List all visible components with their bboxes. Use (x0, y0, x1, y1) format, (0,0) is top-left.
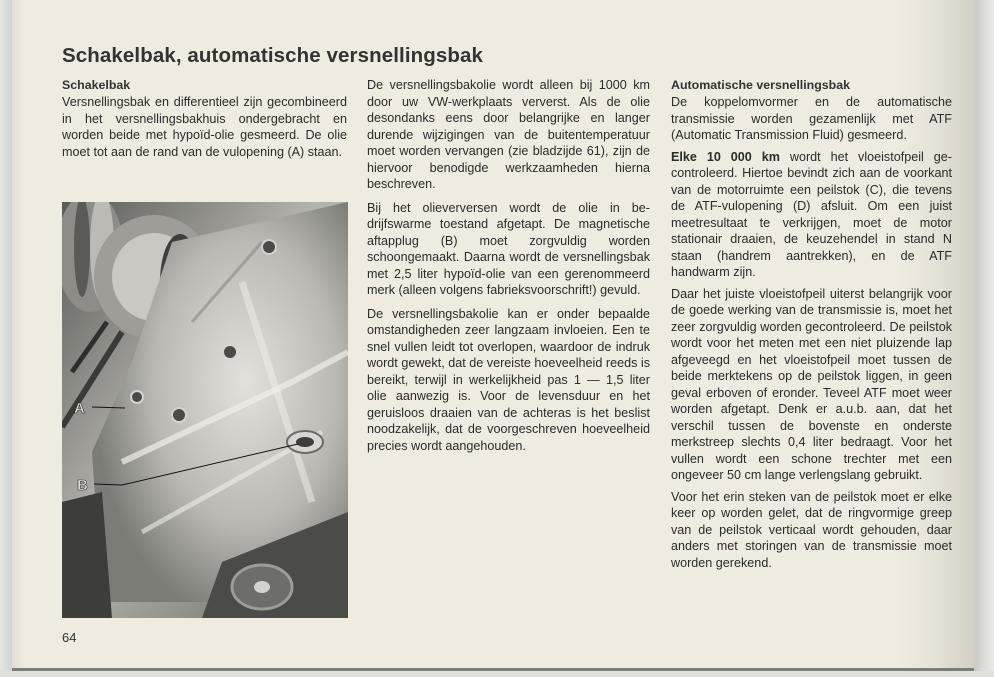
column-oil-change (367, 77, 650, 461)
column-automatic-transmission (671, 77, 952, 576)
paragraph: De versnellingsbakolie kan er onder bepaalde omstandigheden zeer langzaam invloeien. Een te snel vullen leidt tot overlopen, waardoor de indruk wordt gewekt, dat de vereiste hoeveelheid reeds is bereikt, terwijl in werkelijkheid pas 1 — 1,5 liter olie aanwezig is. Voor de levensduur en het geruisloos draaien van de achteras is het beslist noodzakelijk, dat de voorgeschreven hoeveelheid precies wordt aangehouden. (367, 306, 650, 453)
page-bottom-edge (0, 671, 994, 677)
label-a: A (74, 400, 85, 417)
label-b: B (77, 477, 88, 494)
paragraph: De koppelomvormer en de automatische transmissie worden gezamenlijk met ATF (Automatic Transmission Fluid) gesmeerd. (671, 95, 952, 142)
book-gutter (974, 0, 994, 677)
paragraph: Bij het olieverversen wordt de olie in bedrijfswarme toestand afgetapt. De magnetische aftapplug (B) moet zorgvuldig worden schoongemaakt. Daarna wordt de versnellingsbak met 2,5 liter hypoïd-olie van een gerenommeerd merk (alleen volgens fabrieksvoorschrift!) gevuld. (367, 200, 650, 297)
paragraph: Versnellingsbak en differentieel zijn gecombineerd in het versnellingsbakhuis ondergebracht en worden beide met hypoïd-olie gesmeerd. De olie moet tot aan de rand van de vulopening (A) staan. (62, 95, 347, 159)
interval-emphasis: Elke 10 000 km (671, 149, 780, 164)
page-number: 64 (62, 630, 77, 645)
gearbox-photo (62, 202, 348, 618)
gearbox-illustration (62, 202, 348, 618)
paragraph: De versnellingsbakolie wordt alleen bij 1000 km door uw VW-werkplaats ververst. Als de olie desondanks eens door belangrijke en langer durende wijzigingen van de buitentemperatuur moet worden vervangen (zie bladzijde 61), zijn de hiervoor benodigde werkzaamheden hierna beschreven. (367, 78, 650, 191)
page-left-edge (0, 0, 12, 677)
section-heading-automatic: Automatische versnellingsbak (671, 78, 851, 92)
page-title: Schakelbak, automatische versnellingsbak (62, 44, 484, 67)
paragraph: Daar het juiste vloeistofpeil uiterst belangrijk voor de goede werking van de transmissie is, moet het zeer zorgvuldig worden gecontroleerd. De peilstok wordt voor het meten met een niet pluizende lap afgeveegd en het vloeistofpeil moet tussen de beide merktekens op de peilstok liggen, in geen geval erboven of eronder. Teveel ATF moet weer worden afgetapt. Denk er a.u.b. aan, dat het verschil tussen de bovenste en onderste merkstreep slechts 0,4 liter bedraagt. Voor het vullen wordt een schone trechter met een ongeveer 50 cm lange verlengslang gebruikt. (671, 286, 952, 482)
column-schakelbak (62, 77, 347, 167)
section-heading-schakelbak: Schakelbak (62, 78, 131, 92)
paragraph: Voor het erin steken van de peilstok moet er elke keer op worden gelet, dat de ringvormige greep van de peilstok verticaal wordt gehouden, daar anders met storingen van de transmissie moet worden gerekend. (671, 489, 952, 570)
paragraph-text: wordt het vloeistofpeil gecontroleerd. Hiertoe bevindt zich aan de voorkant van de motorruimte een peilstok (C), die tevens de ATF-vulopening (D) afsluit. Om een juist meetresultaat te verkrijgen, moet de motor stationair draaien, de keuzehendel in stand N staan (handrem aantrekken), en de ATF handwarm zijn. (671, 149, 952, 279)
paragraph (671, 149, 952, 281)
